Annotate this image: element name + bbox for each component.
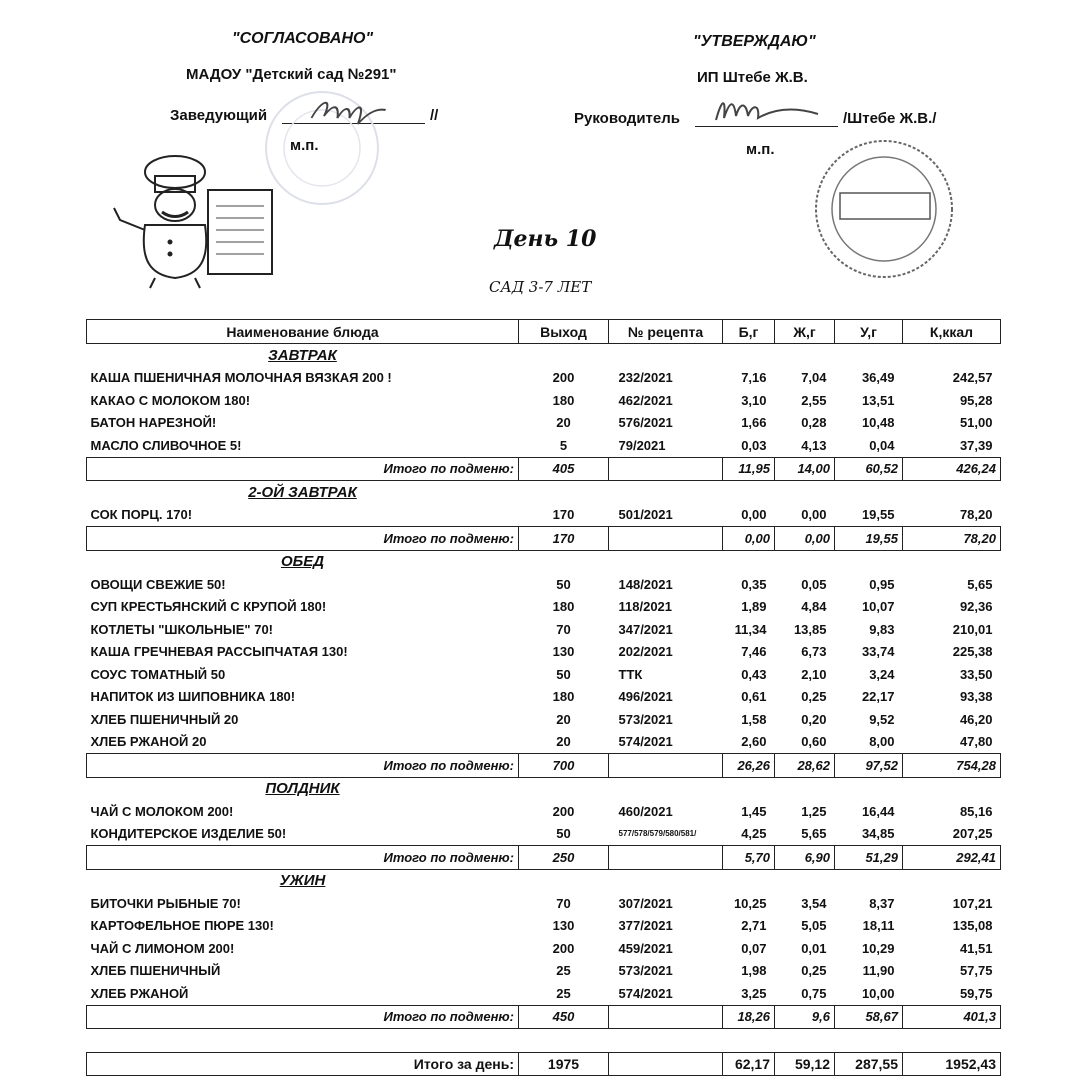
dish-protein: 1,58	[741, 711, 767, 727]
subtotal-kcal: 292,41	[903, 846, 1001, 870]
dish-recipe: 79/2021	[618, 437, 666, 453]
meal-heading: ЗАВТРАК	[268, 346, 337, 364]
subtotal-output: 170	[519, 527, 609, 551]
subtotal-protein: 18,26	[723, 1005, 775, 1029]
dish-protein: 0,07	[741, 940, 767, 956]
dish-recipe: 573/2021	[618, 711, 673, 727]
dish-protein: 3,25	[741, 985, 767, 1001]
dish-name: ХЛЕБ ПШЕНИЧНЫЙ	[90, 963, 221, 979]
dish-name: НАПИТОК ИЗ ШИПОВНИКА 180!	[90, 689, 296, 705]
meal-heading-row	[87, 344, 1001, 367]
subtotal-label: Итого по подменю:	[87, 457, 519, 481]
dish-output: 25	[556, 963, 571, 979]
dish-output: 180	[552, 599, 575, 615]
empty-cell	[519, 344, 609, 367]
dish-name: СОУС ТОМАТНЫЙ 50	[90, 666, 226, 682]
dish-recipe: 232/2021	[618, 370, 673, 386]
dish-recipe: 577/578/579/580/581/	[618, 829, 697, 839]
dish-protein: 0,03	[741, 437, 767, 453]
day-total-kcal: 1952,43	[903, 1052, 1001, 1076]
table-row	[87, 573, 1001, 596]
dish-recipe: 202/2021	[618, 644, 673, 660]
dish-kcal: 41,51	[959, 940, 993, 956]
dish-kcal: 225,38	[952, 644, 993, 660]
dish-fat: 4,13	[801, 437, 827, 453]
spacer-row	[87, 1029, 1001, 1053]
dish-output: 5	[559, 437, 568, 453]
empty-cell	[835, 344, 903, 367]
table-row	[87, 389, 1001, 412]
dish-recipe: 347/2021	[618, 621, 673, 637]
col-output: Выход	[519, 320, 609, 344]
meal-heading: ОБЕД	[280, 553, 325, 571]
dish-recipe: 118/2021	[618, 599, 673, 615]
table-row	[87, 596, 1001, 619]
dish-name: КАРТОФЕЛЬНОЕ ПЮРЕ 130!	[90, 918, 274, 934]
dish-fat: 4,84	[801, 599, 827, 615]
subtotal-label: Итого по подменю:	[87, 527, 519, 551]
dish-protein: 2,60	[741, 734, 767, 750]
day-title: День 10	[494, 226, 597, 252]
dish-protein: 4,25	[741, 826, 767, 842]
empty-cell	[775, 481, 835, 504]
subtotal-carbs: 19,55	[835, 527, 903, 551]
dish-kcal: 57,75	[959, 963, 993, 979]
dish-name: КАКАО С МОЛОКОМ 180!	[90, 392, 251, 408]
subtotal-output: 405	[519, 457, 609, 481]
empty-cell	[775, 777, 835, 800]
dish-name: СОК ПОРЦ. 170!	[90, 507, 193, 523]
empty-cell	[609, 869, 723, 892]
dish-kcal: 37,39	[959, 437, 993, 453]
dish-name: ЧАЙ С ЛИМОНОМ 200!	[90, 940, 235, 956]
table-row	[87, 663, 1001, 686]
subtotal-row	[87, 457, 1001, 481]
dish-protein: 3,10	[741, 392, 767, 408]
subtotal-fat: 14,00	[775, 457, 835, 481]
dish-recipe: 574/2021	[618, 985, 673, 1001]
dish-name: ХЛЕБ РЖАНОЙ 20	[90, 734, 207, 750]
dish-output: 200	[552, 940, 575, 956]
empty-cell	[723, 481, 775, 504]
approved-heading: "СОГЛАСОВАНО"	[232, 30, 374, 47]
dish-fat: 0,60	[801, 734, 827, 750]
dish-name: КОТЛЕТЫ "ШКОЛЬНЫЕ" 70!	[90, 621, 274, 637]
dish-kcal: 210,01	[952, 621, 993, 637]
col-kcal: К,ккал	[903, 320, 1001, 344]
dish-recipe: 459/2021	[618, 940, 673, 956]
dish-fat: 0,01	[801, 940, 827, 956]
subtotal-recipe-empty	[609, 846, 723, 870]
dish-protein: 10,25	[733, 895, 767, 911]
empty-cell	[835, 777, 903, 800]
dish-recipe: 377/2021	[618, 918, 673, 934]
dish-kcal: 135,08	[952, 918, 993, 934]
subtotal-protein: 11,95	[723, 457, 775, 481]
dish-carbs: 22,17	[861, 689, 895, 705]
meal-heading-cell	[87, 550, 519, 573]
col-dish-name: Наименование блюда	[87, 320, 519, 344]
meal-heading-row	[87, 550, 1001, 573]
dish-protein: 7,46	[741, 644, 767, 660]
subtotal-recipe-empty	[609, 527, 723, 551]
meal-heading-cell	[87, 777, 519, 800]
subtotal-kcal: 426,24	[903, 457, 1001, 481]
subtotal-kcal: 754,28	[903, 754, 1001, 778]
dish-kcal: 51,00	[959, 415, 993, 431]
table-row	[87, 412, 1001, 435]
dish-protein: 0,00	[741, 507, 767, 523]
head-position-label: Заведующий	[170, 107, 268, 124]
dish-carbs: 34,85	[861, 826, 895, 842]
day-total-output: 1975	[519, 1052, 609, 1076]
dish-kcal: 59,75	[959, 985, 993, 1001]
dish-protein: 0,61	[741, 689, 767, 705]
empty-cell	[835, 869, 903, 892]
subtotal-label: Итого по подменю:	[87, 754, 519, 778]
subtotal-output: 700	[519, 754, 609, 778]
col-recipe: № рецепта	[609, 320, 723, 344]
dish-protein: 7,16	[741, 370, 767, 386]
dish-fat: 5,05	[801, 918, 827, 934]
dish-output: 180	[552, 689, 575, 705]
approve-heading: "УТВЕРЖДАЮ"	[693, 33, 816, 50]
dish-carbs: 13,51	[861, 392, 895, 408]
dish-name: СУП КРЕСТЬЯНСКИЙ С КРУПОЙ 180!	[90, 599, 327, 615]
day-total-recipe-empty	[609, 1052, 723, 1076]
dish-protein: 2,71	[741, 918, 767, 934]
dish-carbs: 11,90	[862, 963, 895, 979]
dish-recipe: 574/2021	[618, 734, 673, 750]
dish-carbs: 8,00	[869, 734, 895, 750]
table-row	[87, 937, 1001, 960]
dish-name: МАСЛО СЛИВОЧНОЕ 5!	[90, 437, 242, 453]
meal-heading-cell	[87, 869, 519, 892]
col-carbs: У,г	[835, 320, 903, 344]
dish-name: ХЛЕБ РЖАНОЙ	[90, 985, 189, 1001]
empty-cell	[519, 869, 609, 892]
empty-cell	[519, 481, 609, 504]
subtotal-carbs: 60,52	[835, 457, 903, 481]
empty-cell	[723, 550, 775, 573]
empty-cell	[903, 550, 1001, 573]
table-row	[87, 708, 1001, 731]
subtotal-output: 250	[519, 846, 609, 870]
dish-output: 130	[552, 918, 575, 934]
dish-protein: 0,35	[741, 576, 767, 592]
dish-fat: 0,25	[801, 963, 827, 979]
empty-cell	[723, 344, 775, 367]
left-slash: //	[430, 107, 439, 124]
meal-heading-cell	[87, 344, 519, 367]
empty-cell	[609, 550, 723, 573]
dish-fat: 3,54	[801, 895, 827, 911]
empty-cell	[903, 344, 1001, 367]
dish-output: 20	[556, 734, 571, 750]
dish-fat: 5,65	[801, 826, 827, 842]
subtotal-recipe-empty	[609, 1005, 723, 1029]
subtotal-carbs: 97,52	[835, 754, 903, 778]
empty-cell	[903, 869, 1001, 892]
dish-kcal: 46,20	[959, 711, 993, 727]
dish-output: 25	[556, 985, 571, 1001]
empty-cell	[519, 777, 609, 800]
dish-output: 180	[552, 392, 575, 408]
dish-kcal: 78,20	[959, 507, 993, 523]
empty-cell	[723, 869, 775, 892]
dish-kcal: 93,38	[959, 689, 993, 705]
dish-carbs: 10,29	[861, 940, 895, 956]
subtotal-fat: 6,90	[775, 846, 835, 870]
dish-protein: 11,34	[734, 621, 767, 637]
dish-output: 50	[556, 826, 571, 842]
dish-protein: 1,66	[741, 415, 767, 431]
dish-carbs: 18,11	[862, 918, 895, 934]
dish-kcal: 47,80	[959, 734, 993, 750]
dish-output: 50	[556, 666, 571, 682]
left-org-name: МАДОУ "Детский сад №291"	[186, 66, 397, 83]
dish-recipe: 307/2021	[618, 895, 673, 911]
table-row	[87, 367, 1001, 390]
table-row	[87, 800, 1001, 823]
dish-kcal: 242,57	[952, 370, 993, 386]
table-row	[87, 892, 1001, 915]
dish-name: КАША ГРЕЧНЕВАЯ РАССЫПЧАТАЯ 130!	[90, 644, 348, 660]
dish-recipe: 148/2021	[618, 576, 673, 592]
dish-fat: 13,85	[793, 621, 827, 637]
empty-cell	[835, 481, 903, 504]
dish-kcal: 85,16	[959, 803, 993, 819]
table-row	[87, 823, 1001, 846]
table-row	[87, 960, 1001, 983]
subtotal-fat: 0,00	[775, 527, 835, 551]
dish-carbs: 9,52	[869, 711, 895, 727]
dish-name: БИТОЧКИ РЫБНЫЕ 70!	[90, 895, 241, 911]
subtotal-output: 450	[519, 1005, 609, 1029]
meal-heading: ПОЛДНИК	[265, 780, 340, 798]
dish-output: 130	[552, 644, 575, 660]
dish-name: БАТОН НАРЕЗНОЙ!	[90, 415, 217, 431]
col-protein: Б,г	[723, 320, 775, 344]
dish-carbs: 0,04	[869, 437, 895, 453]
dish-name: КОНДИТЕРСКОЕ ИЗДЕЛИЕ 50!	[90, 826, 287, 842]
meal-heading: 2-ОЙ ЗАВТРАК	[248, 483, 357, 501]
dish-carbs: 0,95	[869, 576, 895, 592]
dish-recipe: 501/2021	[618, 507, 673, 523]
day-total-carbs: 287,55	[835, 1052, 903, 1076]
table-row	[87, 915, 1001, 938]
subtotal-recipe-empty	[609, 754, 723, 778]
dish-output: 20	[556, 415, 571, 431]
dish-recipe: 462/2021	[618, 392, 673, 408]
subtotal-protein: 0,00	[723, 527, 775, 551]
table-row	[87, 504, 1001, 527]
dish-kcal: 33,50	[959, 666, 993, 682]
subtotal-carbs: 58,67	[835, 1005, 903, 1029]
subtotal-kcal: 78,20	[903, 527, 1001, 551]
table-row	[87, 618, 1001, 641]
subtotal-kcal: 401,3	[903, 1005, 1001, 1029]
subtotal-protein: 26,26	[723, 754, 775, 778]
right-signature	[712, 92, 822, 133]
day-total-label: Итого за день:	[87, 1052, 519, 1076]
dish-carbs: 19,55	[861, 507, 895, 523]
dish-recipe: 496/2021	[618, 689, 673, 705]
dish-kcal: 107,21	[952, 895, 993, 911]
meal-heading: УЖИН	[279, 872, 326, 890]
dish-fat: 6,73	[801, 644, 827, 660]
dish-kcal: 92,36	[959, 599, 993, 615]
dish-kcal: 5,65	[967, 576, 993, 592]
table-row	[87, 641, 1001, 664]
dish-protein: 1,98	[741, 963, 767, 979]
meal-heading-row	[87, 481, 1001, 504]
dish-carbs: 9,83	[869, 621, 895, 637]
dish-recipe: 573/2021	[618, 963, 673, 979]
subtotal-protein: 5,70	[723, 846, 775, 870]
dish-output: 20	[556, 711, 571, 727]
subtotal-row	[87, 846, 1001, 870]
dish-carbs: 16,44	[861, 803, 895, 819]
age-group-subtitle: САД 3-7 ЛЕТ	[489, 278, 592, 296]
table-row	[87, 982, 1001, 1005]
subtotal-label: Итого по подменю:	[87, 846, 519, 870]
day-total-protein: 62,17	[723, 1052, 775, 1076]
dish-name: ОВОЩИ СВЕЖИЕ 50!	[90, 576, 226, 592]
dish-carbs: 33,74	[861, 644, 895, 660]
dish-protein: 1,89	[741, 599, 767, 615]
empty-cell	[775, 869, 835, 892]
dish-kcal: 95,28	[959, 392, 993, 408]
dish-recipe: 576/2021	[618, 415, 673, 431]
left-mp: м.п.	[290, 137, 319, 154]
dish-output: 70	[556, 895, 571, 911]
col-fat: Ж,г	[775, 320, 835, 344]
dish-name: КАША ПШЕНИЧНАЯ МОЛОЧНАЯ ВЯЗКАЯ 200 !	[90, 370, 392, 386]
dish-fat: 0,28	[801, 415, 827, 431]
dish-carbs: 10,48	[861, 415, 895, 431]
dish-carbs: 3,24	[869, 666, 895, 682]
dish-protein: 1,45	[741, 803, 767, 819]
dish-carbs: 8,37	[869, 895, 895, 911]
dish-fat: 0,00	[801, 507, 827, 523]
dish-fat: 1,25	[801, 803, 827, 819]
director-name: /Штебе Ж.В./	[843, 110, 937, 127]
empty-cell	[835, 550, 903, 573]
meal-heading-row	[87, 869, 1001, 892]
meal-heading-cell	[87, 481, 519, 504]
empty-cell	[775, 550, 835, 573]
subtotal-carbs: 51,29	[835, 846, 903, 870]
dish-output: 70	[556, 621, 571, 637]
dish-fat: 0,25	[801, 689, 827, 705]
subtotal-label: Итого по подменю:	[87, 1005, 519, 1029]
left-signature	[302, 94, 394, 138]
empty-cell	[609, 344, 723, 367]
meal-heading-row	[87, 777, 1001, 800]
dish-output: 200	[552, 803, 575, 819]
dish-output: 170	[552, 507, 575, 523]
subtotal-row	[87, 1005, 1001, 1029]
day-total-fat: 59,12	[775, 1052, 835, 1076]
dish-output: 50	[556, 576, 571, 592]
menu-table	[86, 319, 1001, 1076]
dish-carbs: 10,07	[861, 599, 895, 615]
spacer-cell	[87, 1029, 1001, 1053]
dish-name: ХЛЕБ ПШЕНИЧНЫЙ 20	[90, 711, 239, 727]
dish-output: 200	[552, 370, 575, 386]
dish-kcal: 207,25	[952, 826, 993, 842]
dish-fat: 2,10	[801, 666, 827, 682]
subtotal-fat: 28,62	[775, 754, 835, 778]
table-header-row	[87, 320, 1001, 344]
dish-fat: 0,75	[801, 985, 827, 1001]
dish-carbs: 36,49	[861, 370, 895, 386]
empty-cell	[903, 777, 1001, 800]
company-stamp	[812, 137, 957, 282]
subtotal-row	[87, 754, 1001, 778]
dish-recipe: ТТК	[618, 666, 643, 682]
table-row	[87, 434, 1001, 457]
table-row	[87, 686, 1001, 709]
dish-name: ЧАЙ С МОЛОКОМ 200!	[90, 803, 234, 819]
empty-cell	[723, 777, 775, 800]
chef-illustration	[100, 150, 280, 290]
dish-fat: 0,20	[801, 711, 827, 727]
empty-cell	[903, 481, 1001, 504]
empty-cell	[609, 777, 723, 800]
dish-recipe: 460/2021	[618, 803, 673, 819]
table-row	[87, 731, 1001, 754]
dish-fat: 2,55	[801, 392, 827, 408]
subtotal-recipe-empty	[609, 457, 723, 481]
day-total-row	[87, 1052, 1001, 1076]
dish-protein: 0,43	[741, 666, 767, 682]
subtotal-row	[87, 527, 1001, 551]
empty-cell	[775, 344, 835, 367]
right-mp: м.п.	[746, 141, 775, 158]
dish-fat: 0,05	[801, 576, 827, 592]
director-position-label: Руководитель	[574, 110, 680, 127]
empty-cell	[609, 481, 723, 504]
right-org-name: ИП Штебе Ж.В.	[697, 69, 808, 86]
empty-cell	[519, 550, 609, 573]
dish-carbs: 10,00	[861, 985, 895, 1001]
dish-fat: 7,04	[801, 370, 827, 386]
subtotal-fat: 9,6	[775, 1005, 835, 1029]
